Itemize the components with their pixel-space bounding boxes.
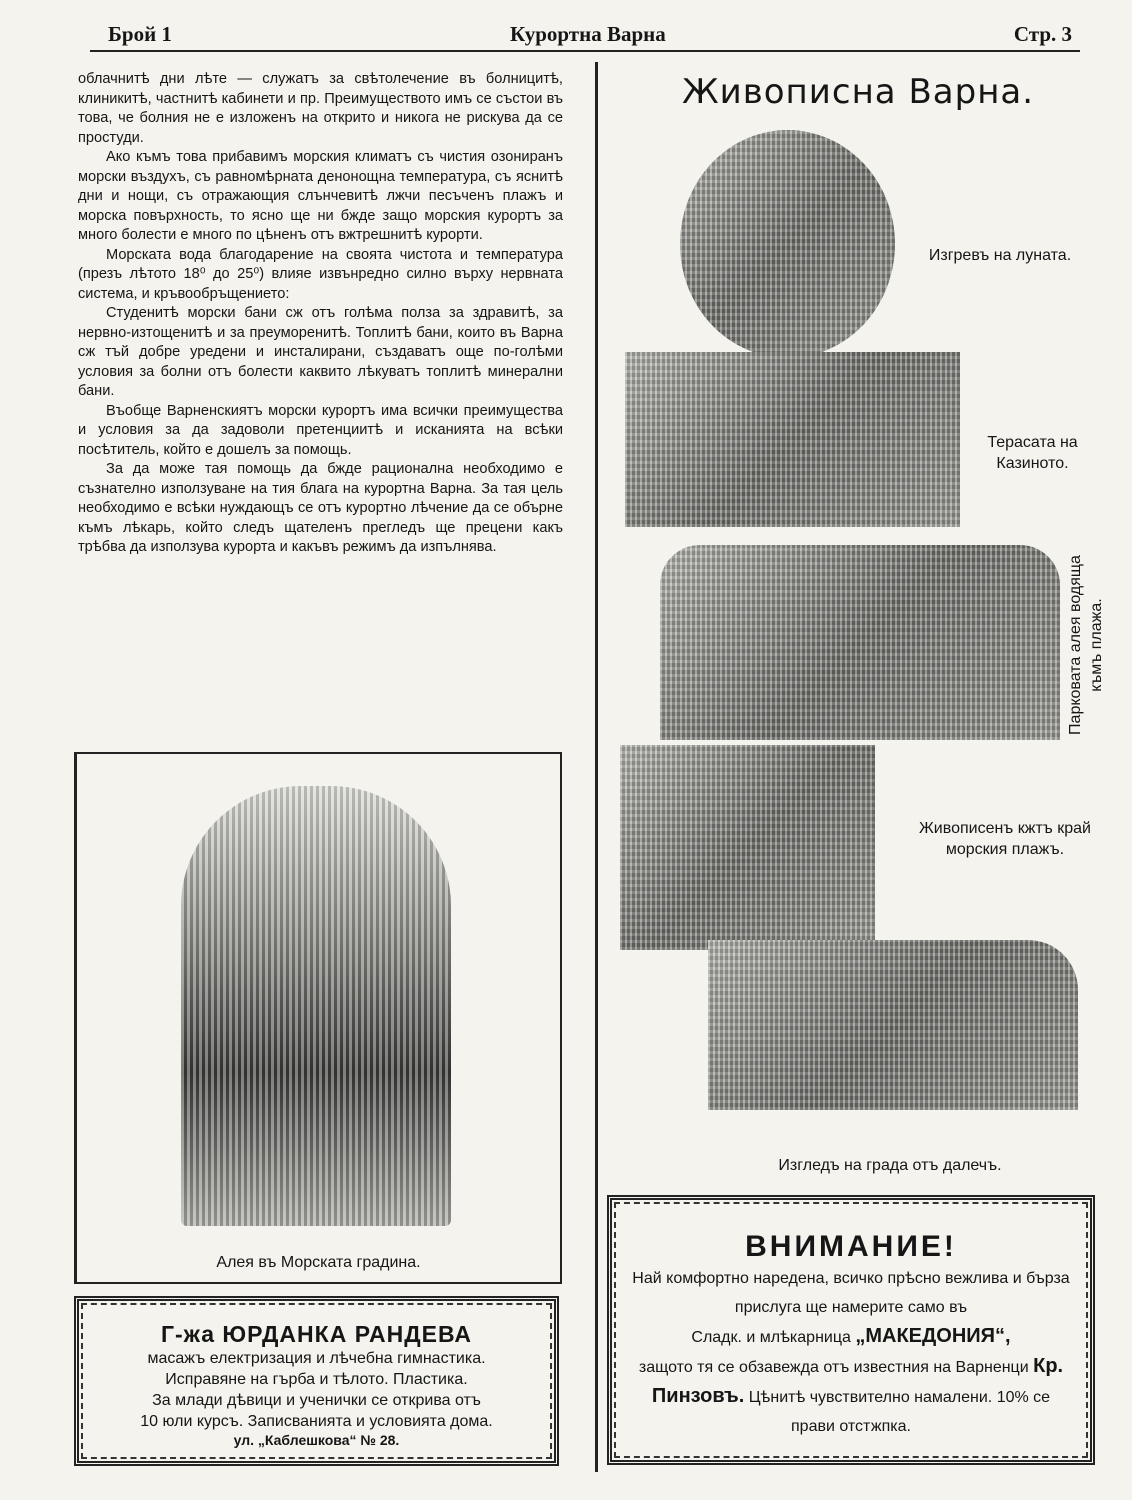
column-divider bbox=[595, 62, 598, 1472]
moonrise-photo bbox=[680, 130, 895, 358]
ad-shop-name: „МАКЕДОНИЯ“, bbox=[855, 1325, 1011, 1347]
garden-photo-caption: Алея въ Морската градина. bbox=[216, 1254, 421, 1271]
ad-shop-line bbox=[612, 1322, 1090, 1352]
gallery-title: Живописна Варна. bbox=[682, 72, 1035, 112]
massage-advertisement bbox=[74, 1296, 559, 1466]
article-paragraph: За да може тая помощь да бжде рационална необходимо е съзнателно използуване на тия блага на курортна Варна. За тая цель необходимо е всѣки нуждающъ се отъ курортно лѣчение да се обърне къмъ лѣкарь, който следъ щателенъ прегледъ ще прецени какъ трѣбва да използува курорта и какъвъ режимъ да изпълнява. bbox=[78, 461, 563, 555]
park-alley-photo bbox=[660, 545, 1060, 740]
article-paragraph: Въобще Варненскиятъ морски курортъ има всички преимущества и условия за да задоволи претенциитѣ и исканията на всѣки посѣтитель, който е дошелъ за помощь. bbox=[78, 402, 563, 458]
ad-line: защото тя се обзавежда отъ известния на Варненци bbox=[638, 1359, 1029, 1376]
garden-alley-photo bbox=[181, 786, 451, 1226]
ad-line: Най комфортно наредена, всичко прѣсно вежлива и бърза прислуга ще намерите само въ bbox=[632, 1270, 1070, 1316]
park-alley-caption: Парковата алея водяща къмъ плажа. bbox=[1067, 555, 1105, 735]
town-view-photo bbox=[708, 940, 1078, 1110]
town-view-caption: Изгледъ на града отъ далечъ. bbox=[778, 1157, 1002, 1174]
ad-line: Исправяне на гърба и тѣлото. Пластика. bbox=[165, 1371, 468, 1388]
ad-address: ул. „Каблешкова“ № 28. bbox=[233, 1432, 400, 1448]
ad-line: За млади дѣвици и ученички се открива отъ bbox=[152, 1392, 481, 1409]
beach-corner-caption: Живописенъ кжтъ край морския плажъ. bbox=[919, 820, 1091, 858]
page-number: Стр. 3 bbox=[1013, 22, 1072, 46]
ad-title: ВНИМАНИЕ! bbox=[745, 1230, 957, 1263]
garden-photo-frame bbox=[74, 752, 562, 1284]
article-paragraph: Ако къмъ това прибавимъ морския климатъ съ чистия озониранъ морски въздухъ, съ равномѣрната денонощна температура, съ яснитѣ дни и нощи, съ отражающия слънчевитѣ лжчи песъченъ плажъ и морска повърхность, то ясно ще ни бжде защо морския курортъ за много болести е много по цѣненъ отъ вжтрешнитѣ курорти. bbox=[78, 149, 563, 243]
article-paragraph: облачнитѣ дни лѣте — служатъ за свѣтолечение въ болницитѣ, клиникитѣ, частнитѣ кабинети и пр. Преимуществото имъ се състои въ това, че болния не е изложенъ на открито и никога не рискува да се простуди. bbox=[78, 71, 563, 146]
ad-owner-line bbox=[612, 1352, 1090, 1441]
newspaper-title: Курортна Варна bbox=[510, 22, 666, 46]
ad-line: 10 юли курсъ. Записванията и условията дома. bbox=[140, 1413, 493, 1430]
moonrise-caption: Изгревъ на луната. bbox=[928, 247, 1072, 264]
article-paragraph: Студенитѣ морски бани сж отъ голѣма полза за здравитѣ, за нервно-изтощенитѣ и за преуморенитѣ. Топлитѣ бани, които въ Варна сж тъй добре уредени и инсталирани, създаватъ още по-голѣми условия за болни отъ болести каквито лѣкуватъ топлитѣ минерални бани. bbox=[78, 305, 563, 399]
page-header bbox=[90, 20, 1080, 52]
ad-line: Цѣнитѣ чувствително намалени. 10% се прави отстжпка. bbox=[748, 1389, 1051, 1435]
article-paragraph: Морската вода благодарение на своята чистота и температура (презъ лѣтото 18⁰ до 25⁰) влияе извънредно силно върху нервната система, и кръвообръщението: bbox=[78, 246, 563, 302]
ad-shop-prefix: Сладк. и млѣкарница bbox=[691, 1329, 851, 1346]
ad-owner-name: Кр. Пинзовъ. bbox=[651, 1355, 1064, 1407]
casino-terrace-photo bbox=[625, 352, 960, 527]
article-body bbox=[78, 70, 563, 558]
ad-advertiser-name: Г-жа ЮРДАНКА РАНДЕВА bbox=[160, 1321, 473, 1347]
cafe-advertisement bbox=[607, 1195, 1095, 1465]
casino-terrace-caption: Терасата на Казиното. bbox=[987, 434, 1078, 472]
ad-line: масажъ електризация и лѣчебна гимнастика. bbox=[147, 1350, 486, 1367]
beach-corner-photo bbox=[620, 745, 875, 950]
issue-number: Брой 1 bbox=[108, 22, 172, 46]
